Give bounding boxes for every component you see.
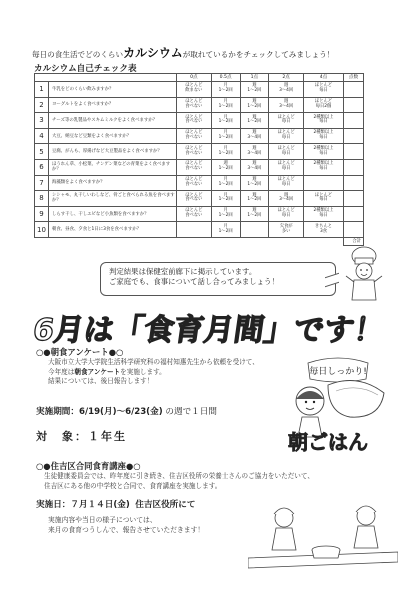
row-score-input[interactable] — [344, 82, 364, 98]
row-option: 週 1〜2回 — [240, 113, 269, 129]
row-number: 2 — [35, 97, 49, 113]
table-header-cell: 0点 — [177, 74, 212, 82]
row-option: 週 1〜2回 — [240, 191, 269, 207]
table-row — [35, 222, 364, 238]
row-option: 月 1〜2回 — [211, 206, 240, 222]
survey-line-1: 大阪市立大学大学院生活科学研究科の福村知惠先生から依頼を受けて、 — [48, 358, 259, 366]
seminar-line-2: 住吉区にある他の中学校と合同で、食育講座を実施します。 — [44, 481, 222, 490]
chef-illustration-icon — [342, 244, 386, 304]
row-number: 7 — [35, 175, 49, 191]
row-score-input[interactable] — [344, 206, 364, 222]
row-option: 2種類以上 毎日 — [304, 113, 344, 129]
seminar-note — [48, 516, 204, 536]
june-headline: 6月は「食育月間」です！ — [30, 313, 387, 348]
row-option: 月 1〜2回 — [211, 128, 240, 144]
row-option: 週 1〜2回 — [240, 206, 269, 222]
table-row — [35, 128, 364, 144]
row-option: 月 1〜2回 — [211, 82, 240, 98]
intro-before: 毎日の食生活でどのくらい — [32, 50, 124, 59]
row-number: 8 — [35, 191, 49, 207]
table-header-cell: 1点 — [240, 74, 269, 82]
row-score-input[interactable] — [344, 159, 364, 175]
table-row — [35, 175, 364, 191]
row-option: 週 1〜2回 — [240, 82, 269, 98]
row-option: ほとんど 食べない — [177, 144, 212, 160]
row-option: ほとんど 食べない — [177, 97, 212, 113]
row-score-input[interactable] — [344, 222, 364, 238]
row-option: 月 1〜2回 — [211, 97, 240, 113]
row-option: 週 3〜4回 — [269, 97, 304, 113]
row-option: ほとんど 毎日 — [269, 128, 304, 144]
table-row — [35, 113, 364, 129]
row-number: 9 — [35, 206, 49, 222]
row-option: 週 1〜2回 — [211, 159, 240, 175]
seminar-note-1: 実施内容や当日の様子については、 — [48, 516, 157, 524]
row-option: 月 1〜2回 — [211, 191, 240, 207]
row-option: 月 1〜2回 — [211, 175, 240, 191]
table-header-cell: 点数 — [344, 74, 364, 82]
row-number: 3 — [35, 113, 49, 129]
row-option — [177, 222, 212, 238]
breakfast-rice-icon — [288, 355, 388, 455]
survey-period: 実施期間：6/19(月)〜6/23(金) の週で１日間 — [36, 407, 217, 417]
row-option: ほとんど 食べない — [177, 206, 212, 222]
rice-title: 朝ごはん — [288, 430, 368, 454]
seminar-body — [44, 472, 314, 491]
row-option: 2種類以上 毎日 — [304, 144, 344, 160]
intro-text — [32, 44, 392, 61]
row-option: 2種類以上 毎日 — [304, 159, 344, 175]
row-option: ほとんど 毎日 — [269, 206, 304, 222]
seminar-note-2: 来月の食育つうしんで、報告させていただきます！ — [48, 525, 205, 534]
intro-highlight: カルシウム — [123, 46, 183, 60]
rice-caption: 毎日しっかり! — [309, 367, 367, 377]
row-option: 2種類以上 毎日 — [304, 206, 344, 222]
total-score-cell[interactable]: 合計 — [344, 237, 364, 245]
row-option: 月 1〜2回 — [211, 144, 240, 160]
seminar-date: 実施日：７月１４日(金) 住吉区役所にて — [36, 500, 196, 510]
row-question: 朝食、昼食、夕食と1日に3食を食べますか？ — [49, 222, 177, 238]
row-score-input[interactable] — [344, 175, 364, 191]
table-total-row — [35, 237, 364, 245]
row-number: 6 — [35, 159, 49, 175]
table-header-cell: 2点 — [269, 74, 304, 82]
row-option: ほとんど 毎日2個 — [304, 97, 344, 113]
row-option: ほとんど 食べない — [177, 113, 212, 129]
row-option: ほとんど 食べない — [177, 191, 212, 207]
table-row — [35, 206, 364, 222]
table-header-blank — [35, 74, 177, 82]
row-option: 週 3〜4回 — [269, 82, 304, 98]
table-row — [35, 159, 364, 175]
cooking-class-icon — [248, 500, 398, 580]
row-option: ほとんど 毎日 — [269, 175, 304, 191]
table-title: カルシウム自己チェック表 — [34, 64, 137, 74]
row-option: ほとんど 毎日 — [269, 159, 304, 175]
table-row — [35, 97, 364, 113]
row-option — [304, 175, 344, 191]
row-score-input[interactable] — [344, 128, 364, 144]
table-header-cell: 0.5点 — [211, 74, 240, 82]
row-question: しらす干し、干しエビなど小魚類を食べますか？ — [49, 206, 177, 222]
row-question: 豆腐、がんも、厚揚げなど大豆製品をよく食べますか？ — [49, 144, 177, 160]
seminar-title: ○●住吉区合同食育講座●○ — [36, 461, 141, 471]
survey-title: ○●朝食アンケート●○ — [36, 347, 124, 357]
row-question: シシャモ、丸干しいわしなど、骨ごと食べられる魚を食べますか？ — [49, 191, 177, 207]
table-body — [35, 82, 364, 246]
row-question: チーズ等の乳製品やスキムミルクをよく食べますか？ — [49, 113, 177, 129]
intro-after: が取れているかをチェックしてみましょう！ — [182, 50, 335, 59]
row-option: 週 1〜2回 — [240, 97, 269, 113]
table-header-row — [35, 74, 364, 82]
table-header-cell: 4点 — [304, 74, 344, 82]
row-score-input[interactable] — [344, 191, 364, 207]
row-number: 4 — [35, 128, 49, 144]
speech-bubble — [100, 262, 336, 296]
row-option: 2種類以上 毎日 — [304, 128, 344, 144]
row-option: ほとんど 食べない — [177, 175, 212, 191]
row-option: 月 1〜2回 — [211, 222, 240, 238]
survey-line-3: 結果については、後日報告します！ — [48, 377, 154, 386]
row-question: ヨーグルトをよく食べますか？ — [49, 97, 177, 113]
row-score-input[interactable] — [344, 97, 364, 113]
row-option: 週 3〜4回 — [240, 128, 269, 144]
row-option: 月 1〜2回 — [211, 113, 240, 129]
row-score-input[interactable] — [344, 144, 364, 160]
row-option: 欠食が 多い — [269, 222, 304, 238]
survey-body — [48, 358, 259, 387]
row-option: ほとんど 食べない — [177, 128, 212, 144]
row-option: 週 3〜4回 — [240, 159, 269, 175]
row-option: ほとんど 食べない — [177, 159, 212, 175]
seminar-line-1: 生徒健康委員会では、昨年度に引き続き、住吉区役所の栄養士さんのご協力をいただいて、 — [44, 472, 314, 480]
row-question: 大豆、納豆など豆類をよく食べますか？ — [49, 128, 177, 144]
row-option: 週 3〜4回 — [269, 191, 304, 207]
row-option: ほとんど 毎日 — [269, 144, 304, 160]
row-number: 10 — [35, 222, 49, 238]
bubble-line-2: ご家庭でも、食事について話し合ってみましょう！ — [109, 277, 279, 287]
row-number: 1 — [35, 82, 49, 98]
row-option: 週 3〜4回 — [240, 144, 269, 160]
survey-target: 対 象：１年生 — [36, 430, 127, 443]
survey-line-2: 今年度は朝食アンケートを実施します。 — [48, 367, 166, 376]
row-option: ほとんど 飲まない — [177, 82, 212, 98]
bubble-line-1: 判定結果は保健室前廊下に掲示しています。 — [109, 267, 257, 276]
row-number: 5 — [35, 144, 49, 160]
calcium-check-table — [34, 73, 364, 246]
row-option: ほとんど 毎日 — [304, 191, 344, 207]
row-question: ほうれん草、小松菜、チンゲン菜などの青菜をよく食べますか？ — [49, 159, 177, 175]
row-question: 牛乳をどのくらい飲みますか？ — [49, 82, 177, 98]
row-option: 週 1〜2回 — [240, 175, 269, 191]
table-row — [35, 191, 364, 207]
row-score-input[interactable] — [344, 113, 364, 129]
row-question: 海藻類をよく食べますか？ — [49, 175, 177, 191]
table-row — [35, 144, 364, 160]
row-option: ほとんど 毎日 — [304, 82, 344, 98]
row-option: ほとんど 毎日 — [269, 113, 304, 129]
row-option — [240, 222, 269, 238]
row-option: きちんと 3食 — [304, 222, 344, 238]
table-row — [35, 82, 364, 98]
